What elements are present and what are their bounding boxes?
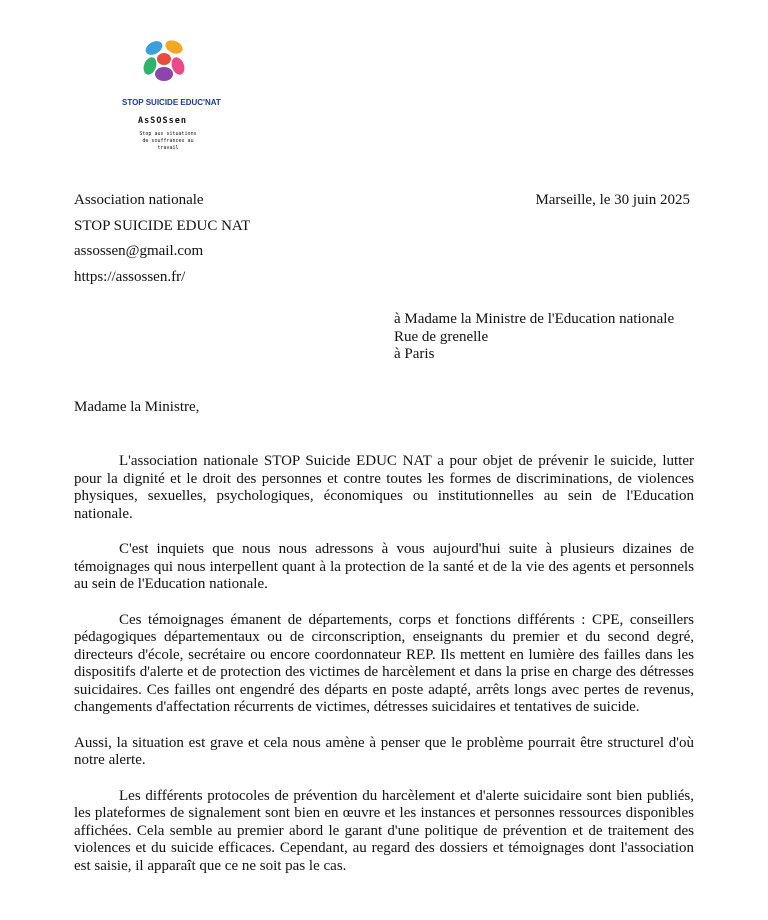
recipient-line-2: Rue de grenelle bbox=[394, 328, 489, 345]
logo-tagline: Stop aux situations de souffrances au travail bbox=[139, 131, 197, 151]
recipient-line-3: à Paris bbox=[394, 346, 435, 362]
association-logo bbox=[118, 34, 221, 151]
paragraph-4: Aussi, la situation est grave et cela nous amène à penser que le problème pourrait être structurel d'où notre alerte. bbox=[74, 734, 694, 768]
paragraph-5: Les différents protocoles de prévention du harcèlement et d'alerte suicidaire sont bien publiés, les plateformes de signalement sont bien en œuvre et les instances et personnes ressources disponibles affichées. Cela semble au premier abord le garant d'une politique de prévention et de traitement des violences et du suicide efficaces. Cependant, au regard des dossiers et témoignages dont l'association est saisie, il apparaît que ce ne soit pas le cas. bbox=[74, 787, 694, 874]
paragraph-3: Ces témoignages émanent de départements, corps et fonctions différents : CPE, conseillers pédagogiques départementaux ou de circonscription, enseignants du premier et du second degré, directeurs d'école, secrétaire ou encore coordonnateur REP. Ils mettent en lumière des failles dans les dispositifs d'alerte et de protection des victimes de harcèlement et dans la prise en charge des détresses suicidaires. Ces failles ont engendré des départs en poste adapté, arrêts longs avec pertes de revenus, changements d'affectation récurrents de victimes, détresses suicidaires et tentatives de suicide. bbox=[74, 611, 694, 715]
sender-website: https://assossen.fr/ bbox=[74, 268, 186, 285]
recipient-block bbox=[394, 311, 674, 364]
letter-body bbox=[74, 453, 694, 893]
logo-title: STOP SUICIDE EDUC'NAT bbox=[122, 98, 221, 107]
sender-block bbox=[74, 190, 250, 292]
paragraph-2: C'est inquiets que nous nous adressons à vous aujourd'hui suite à plusieurs dizaines de témoignages qui nous interpellent quant à la protection de la santé et de la vie des agents et personnels au sein de l'Education nationale. bbox=[74, 541, 694, 592]
hands-logo-icon bbox=[134, 34, 194, 94]
letter-date: Marseille, le 30 juin 2025 bbox=[535, 192, 690, 208]
paragraph-1: L'association nationale STOP Suicide EDUC NAT a pour objet de prévenir le suicide, lutter pour la dignité et le droit des personnes et contre toutes les formes de discriminations, de violences physiques, sexuelles, psychologiques, économiques ou institutionnelles au sein de l'Education nationale. bbox=[74, 453, 694, 522]
sender-line-2: STOP SUICIDE EDUC NAT bbox=[74, 217, 251, 234]
salutation: Madame la Ministre, bbox=[74, 399, 200, 415]
logo-name: AsSOSsen bbox=[138, 116, 187, 126]
sender-line-1: Association nationale bbox=[74, 192, 204, 208]
recipient-line-1: à Madame la Ministre de l'Education nationale bbox=[394, 311, 675, 327]
sender-email: assossen@gmail.com bbox=[74, 243, 204, 259]
